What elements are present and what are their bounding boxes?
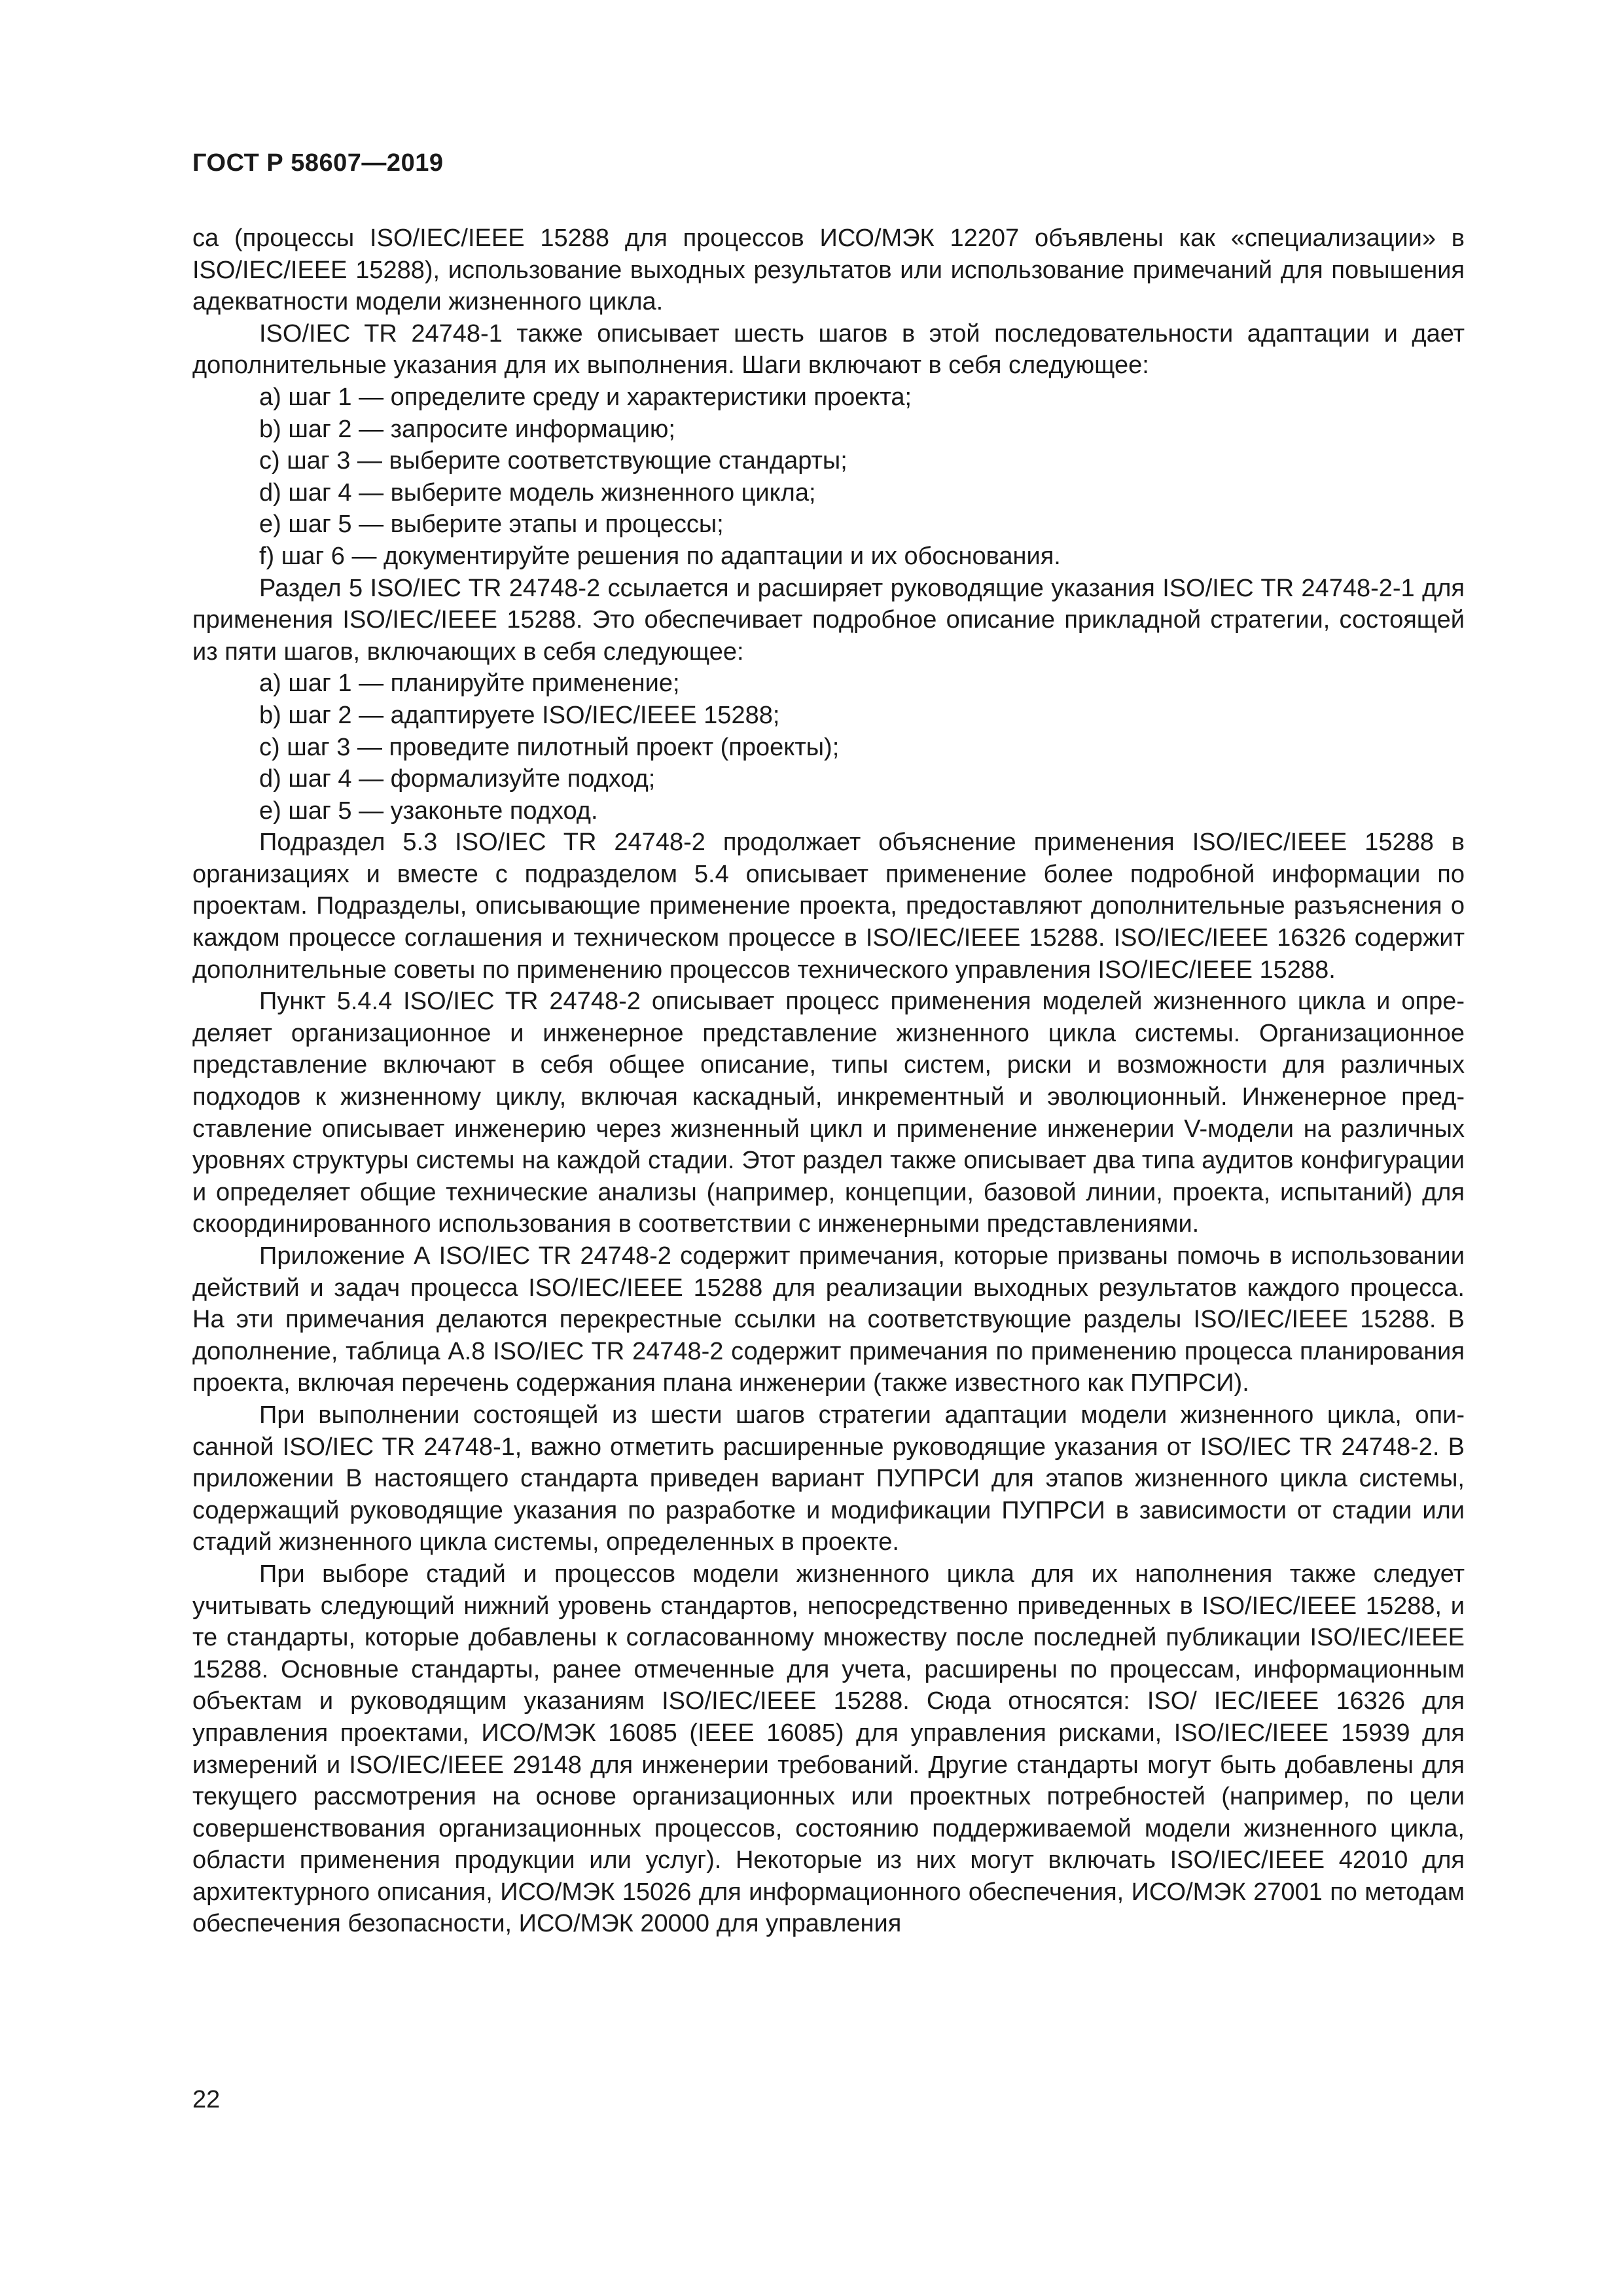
list-item: b) шаг 2 — адаптируете ISO/IEC/IEEE 15288; — [259, 701, 780, 729]
list-item: d) шаг 4 — выберите модель жизненного цикла; — [259, 478, 816, 507]
paragraph-2: Раздел 5 ISO/IEC TR 24748-2 ссылается и расширяет руководящие указания ISO/IEC TR 24748-2-1 для применения ISO/IEC/IEEE 15288. Это обеспечивает подробное описание прикладной стратегии, состоящей из пяти шагов, включающих в себя следующее: — [192, 574, 1465, 666]
list-item: e) шаг 5 — выберите этапы и процессы; — [259, 511, 724, 539]
list-item: c) шаг 3 — выберите соответствующие стандарты; — [259, 447, 847, 475]
body-text — [192, 223, 1465, 1940]
list-item: a) шаг 1 — планируйте применение; — [259, 670, 680, 698]
paragraph-0: са (процессы ISO/IEC/IEEE 15288 для процессов ИСО/МЭК 12207 объявлены как «специализации» в ISO/IEC/IEEE 15288), использование выходных результатов или использование примечаний для повышения адекватности модели жизненного цикла. — [192, 224, 1465, 316]
list-item: d) шаг 4 — формализуйте подход; — [259, 765, 656, 793]
paragraph-5: Приложение А ISO/IEC TR 24748-2 содержит примечания, которые призваны помочь в использовании действий и задач процесса ISO/IEC/IEEE 15288 для реализации выходных результатов каждого процесса. На эти примечания делаются перекрестные ссылки на соответствующие разделы ISO/IEC/IEEE 15288. В дополнение, таблица А.8 ISO/IEC TR 24748-2 содержит примечания по применению процесса планирования проекта, включая перечень содержания плана инженерии (также известного как ПУПРСИ). — [192, 1242, 1465, 1397]
list-item: c) шаг 3 — проведите пилотный проект (проекты); — [259, 733, 840, 761]
paragraph-7: При выборе стадий и процессов модели жизненного цикла для их наполнения также следует учитывать следующий нижний уровень стандартов, непосредственно приведенных в ISO/IEC/IEEE 15288, и те стандарты, которые добавлены к согласованному множеству после последней публикации ISO/IEC/IEEE 15288. Основные стандарты, ранее отмеченные для учета, расширены по процессам, информационным объектам и руководящим указаниям ISO/IEC/IEEE 15288. Сюда относятся: ISO/ IEC/IEEE 16326 для управления проектами, ИСО/МЭК 16085 (IEEE 16085) для управления рисками, ISO/IEC/IEEE 15939 для измерений и ISO/IEC/IEEE 29148 для инженерии требований. Другие стандарты могут быть добавлены для текущего рассмотрения на основе организационных или проектных потребностей (например, по цели совершенствования организационных процессов, состоянию поддерживаемой модели жизненного цикла, области применения продукции или услуг). Некоторые из них могут включать ISO/IEC/IEEE 42010 для архитектурного описания, ИСО/МЭК 15026 для информационного обеспечения, ИСО/МЭК 27001 по методам обеспечения безопасности, ИСО/МЭК 20000 для управления — [192, 1560, 1465, 1938]
list-item: e) шаг 5 — узаконьте подход. — [259, 797, 598, 825]
paragraph-4: Пункт 5.4.4 ISO/IEC TR 24748-2 описывает процесс применения моделей жизненного цикла и определяет организационное и инженерное представление жизненного цикла системы. Организационное представление включают в себя общее описание, типы систем, риски и возможности для различных подходов к жизненному циклу, включая каскадный, инкрементный и эволюционный. Инженерное представление описывает инженерию через жизненный цикл и применение инженерии V-модели на различных уровнях структуры системы на каждой стадии. Этот раздел также описывает два типа аудитов конфигурации и определяет общие технические анализы (например, концепции, базовой линии, проекта, испытаний) для скоординированного использования в соответствии с инженерными представлениями. — [192, 988, 1465, 1238]
standard-header: ГОСТ Р 58607—2019 — [192, 149, 444, 177]
paragraph-6: При выполнении состоящей из шести шагов стратегии адаптации модели жизненного цикла, описанной ISO/IEC TR 24748-1, важно отметить расширенные руководящие указания от ISO/IEC TR 24748-2. В приложении В настоящего стандарта приведен вариант ПУПРСИ для этапов жизненного цикла системы, содержащий руководящие указания по разработке и модификации ПУПРСИ в зависимости от стадии или стадий жизненного цикла системы, определенных в проекте. — [192, 1401, 1465, 1556]
list-item: f) шаг 6 — документируйте решения по адаптации и их обоснования. — [259, 542, 1061, 570]
steps-list-1 — [192, 382, 1465, 573]
list-item: b) шаг 2 — запросите информацию; — [259, 415, 675, 443]
paragraph-3: Подраздел 5.3 ISO/IEC TR 24748-2 продолжает объяснение применения ISO/IEC/IEEE 15288 в организациях и вместе с подразделом 5.4 описывает применение более подробной информации по проектам. Подразделы, описывающие применение проекта, предоставляют дополнительные разъяснения о каждом процессе соглашения и техническом процессе в ISO/IEC/IEEE 15288. ISO/IEC/IEEE 16326 содержит дополнительные советы по применению процессов технического управления ISO/IEC/IEEE 15288. — [192, 829, 1465, 984]
page-number: 22 — [192, 2086, 221, 2113]
list-item: a) шаг 1 — определите среду и характеристики проекта; — [259, 383, 912, 411]
steps-list-2 — [192, 668, 1465, 827]
paragraph-1: ISO/IEC TR 24748-1 также описывает шесть шагов в этой последовательности адаптации и дает дополнительные указания для их выполнения. Шаги включают в себя следующее: — [192, 319, 1465, 380]
